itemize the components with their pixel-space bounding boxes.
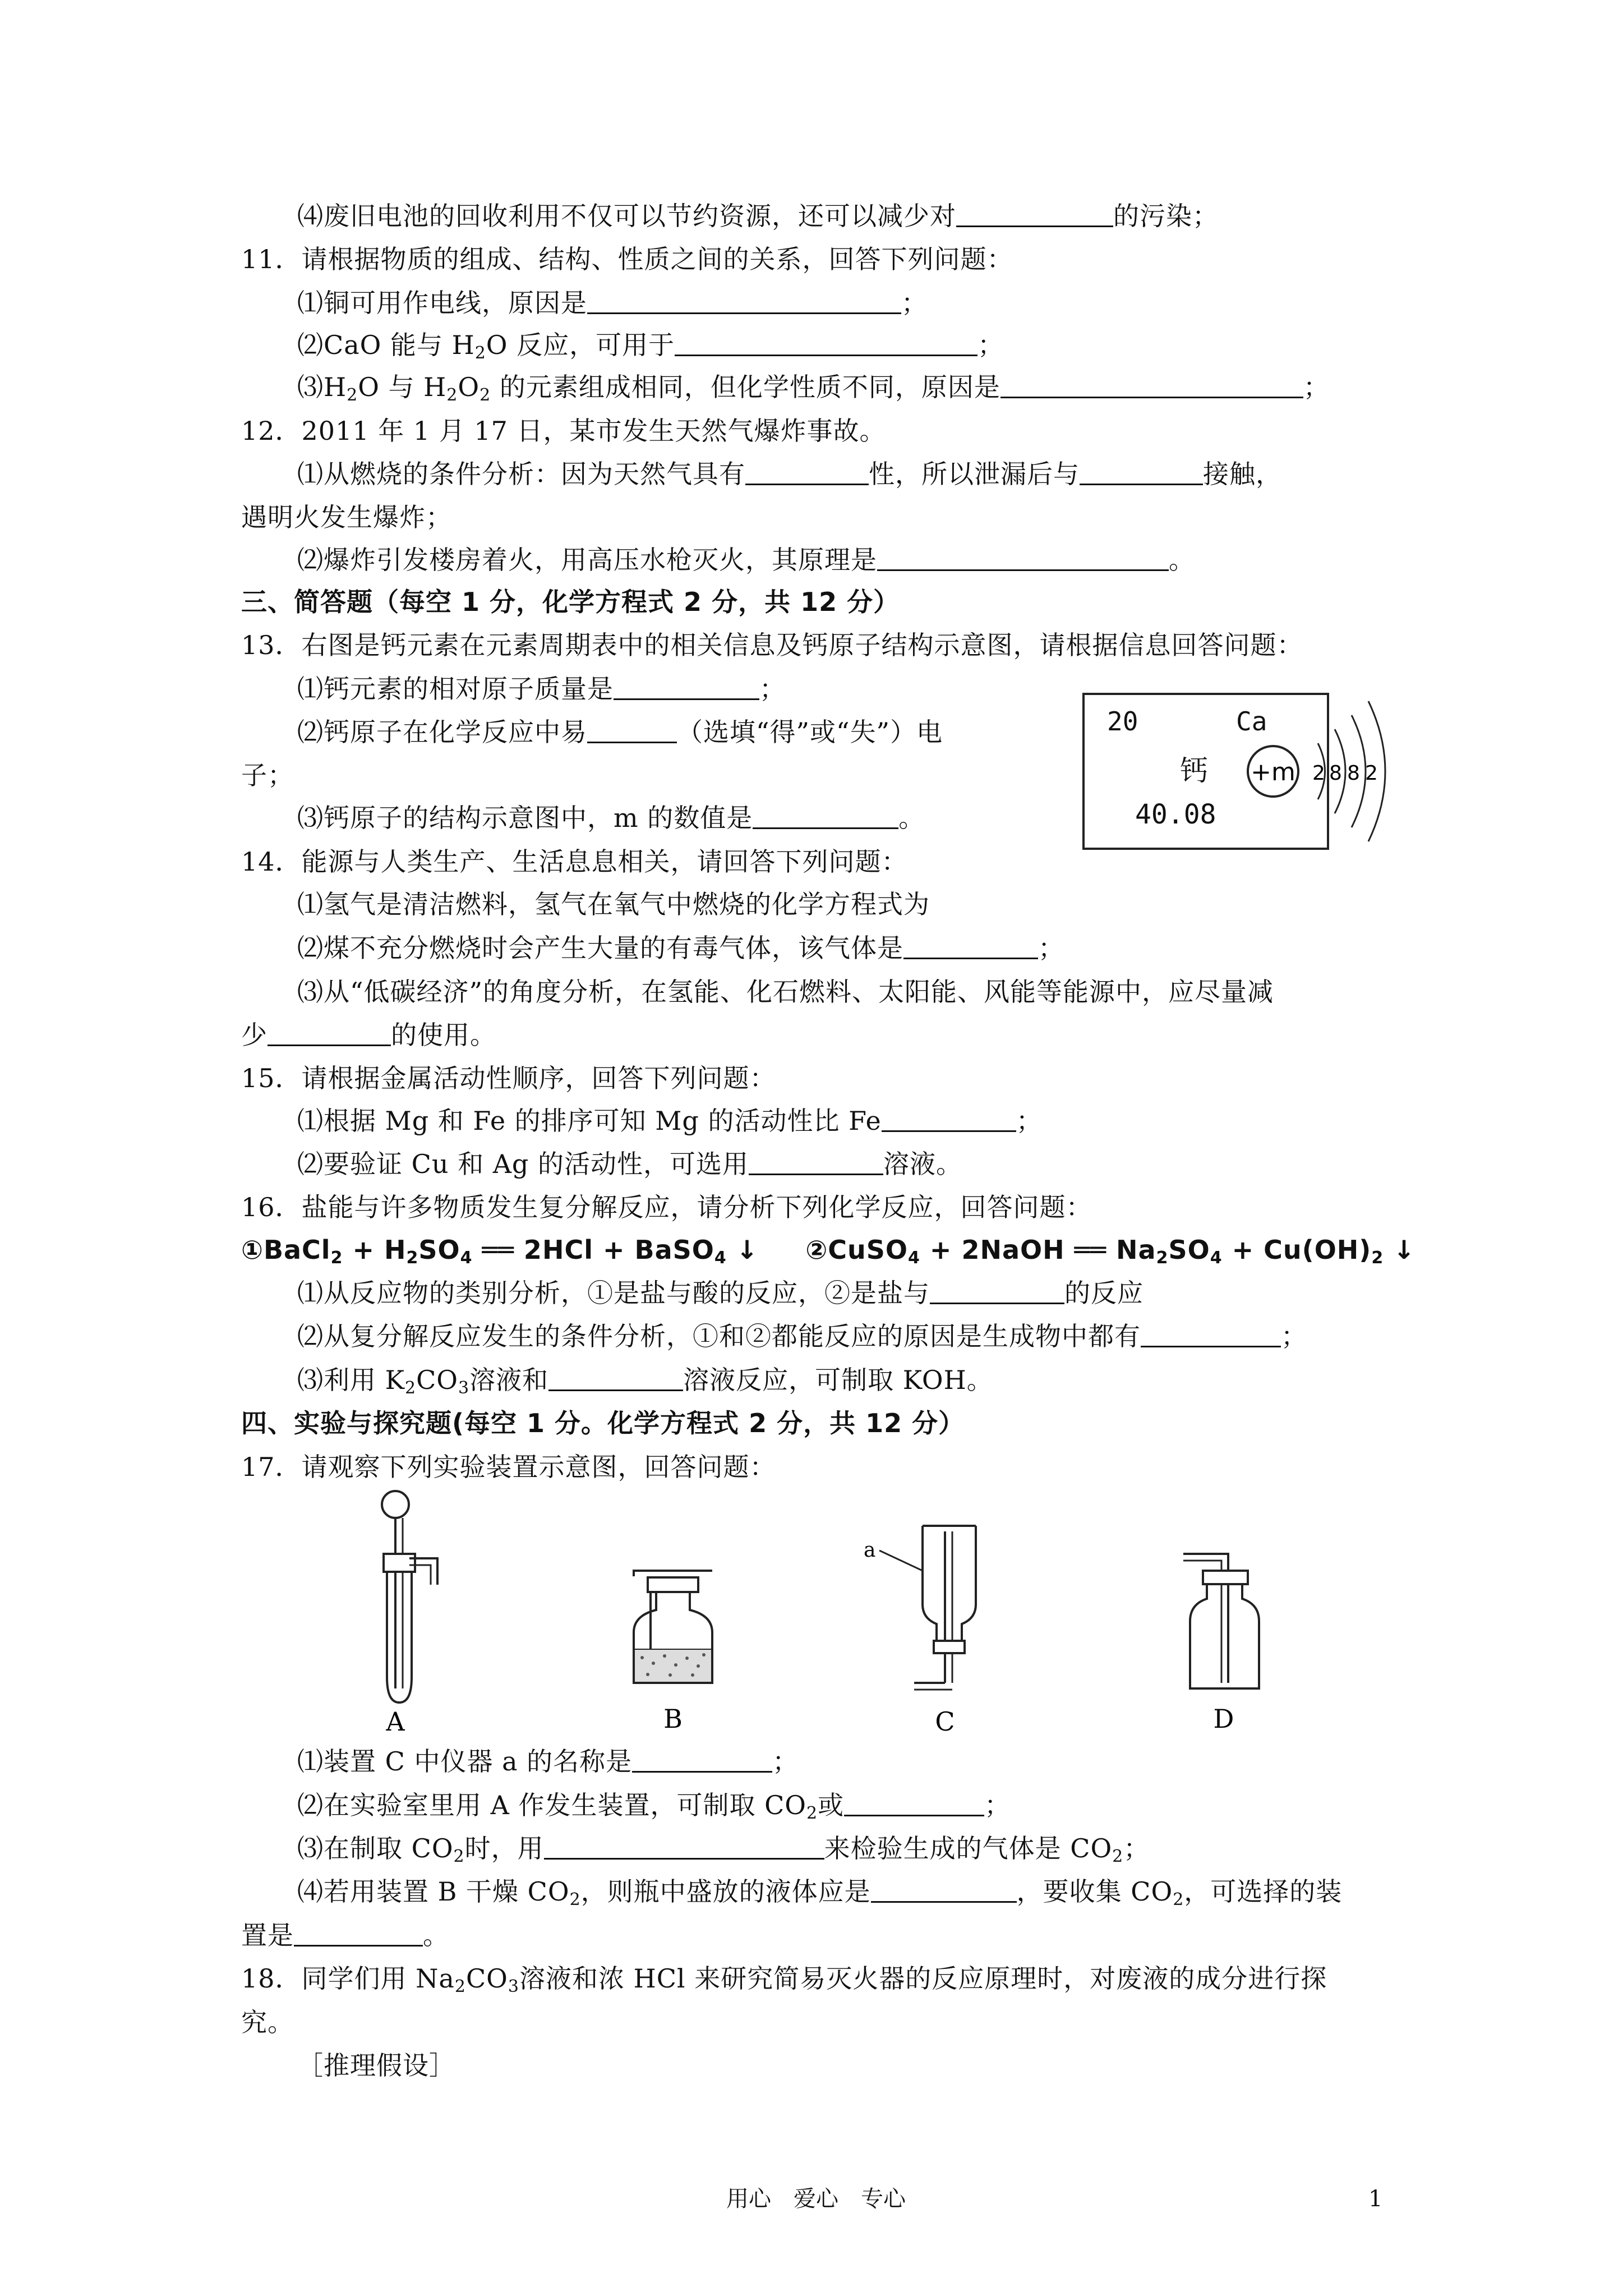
apparatus-d-gas-jar: [1172, 1543, 1273, 1733]
answer-blank[interactable]: [268, 1020, 391, 1046]
text-line: 置是 。: [241, 1920, 449, 1950]
apparatus-a-test-tube: [365, 1487, 454, 1733]
question-12: 12．2011 年 1 月 17 日，某市发生天然气爆炸事故。: [241, 416, 886, 446]
text-line: ⑵钙原子在化学反应中易 （选填“得”或“失”）电: [297, 717, 943, 747]
answer-blank[interactable]: [753, 803, 898, 829]
answer-blank[interactable]: [587, 717, 677, 743]
reaction-equations: ①BaCl$_2$ + $H_2SO_4$ ══ 2HCl + BaSO$_4$ ↓ ②CuSO$_4$ + 2NaOH ══ $Na_2SO_4 + Cu(OH)_2$ ↓: [241, 1235, 1415, 1268]
text-line: ⑴从反应物的类别分析，①是盐与酸的反应，②是盐与 的反应: [297, 1278, 1144, 1308]
text-line: ⑵煤不充分燃烧时会产生大量的有毒气体，该气体是 ；: [297, 933, 1064, 963]
text-line: ⑵CaO 能与 $H_2O$ 反应，可用于 ；: [297, 330, 1004, 363]
answer-blank[interactable]: [294, 1920, 423, 1947]
text-line: ⑶钙原子的结构示意图中，m 的数值是 。: [297, 803, 925, 833]
answer-blank[interactable]: [1141, 1321, 1281, 1347]
answer-blank[interactable]: [587, 288, 901, 314]
section-heading-3: 三、简答题（每空 1 分，化学方程式 2 分，共 12 分）: [241, 587, 900, 617]
label-b: B: [663, 1704, 683, 1733]
element-symbol: Ca: [1236, 706, 1267, 737]
answer-blank[interactable]: [749, 1149, 883, 1175]
section-heading-4: 四、实验与探究题(每空 1 分。化学方程式 2 分，共 12 分）: [241, 1408, 965, 1438]
text-line: ⑴氢气是清洁燃料，氢气在氧气中燃烧的化学方程式为: [297, 889, 930, 919]
answer-blank[interactable]: [614, 674, 759, 700]
question-11: 11．请根据物质的组成、结构、性质之间的关系，回答下列问题：: [241, 244, 1013, 274]
text-line: ⑷废旧电池的回收利用不仅可以节约资源，还可以减少对 的污染；: [297, 201, 1219, 231]
answer-blank[interactable]: [1080, 459, 1203, 485]
text-line: ⑶在制取 $CO_2$时，用 来检验生成的气体是 $CO_2$；: [297, 1833, 1150, 1866]
answer-blank[interactable]: [877, 545, 1169, 571]
text-line: ⑴从燃烧的条件分析：因为天然气具有 性，所以泄漏后与 接触，: [297, 459, 1282, 489]
text-line: ⑵要验证 Cu 和 Ag 的活动性，可选用 溶液。: [297, 1149, 962, 1179]
question-17: 17．请观察下列实验装置示意图，回答问题：: [241, 1452, 776, 1482]
text-line: ⑶从“低碳经济”的角度分析，在氢能、化石燃料、太阳能、风能等能源中，应尽量减: [297, 977, 1274, 1007]
text-line: 子；: [241, 760, 294, 790]
answer-blank[interactable]: [956, 201, 1113, 227]
nucleus-charge: +m: [1251, 758, 1295, 786]
answer-blank[interactable]: [871, 1876, 1017, 1903]
label-d: D: [1213, 1704, 1234, 1733]
text-line: ［推理假设］: [297, 2050, 455, 2081]
shell-electrons: 8: [1329, 762, 1342, 785]
text-line: ⑷若用装置 B 干燥 $CO_2$，则瓶中盛放的液体应是 ，要收集 $CO_2$，可选择的装: [297, 1876, 1343, 1910]
text-line: ⑴钙元素的相对原子质量是 ；: [297, 674, 786, 704]
answer-blank[interactable]: [544, 1833, 824, 1860]
apparatus-b-gas-washing-bottle: [617, 1565, 729, 1733]
text-line: 遇明火发生爆炸；: [241, 502, 452, 532]
text-line: ⑵从复分解反应发生的条件分析，①和②都能反应的原因是生成物中都有 ；: [297, 1321, 1307, 1351]
question-18: 18．同学们用 $Na_2CO_3$溶液和浓 HCl 来研究简易灭火器的反应原理时，对废液的成分进行探: [241, 1963, 1327, 1996]
atomic-mass: 40.08: [1135, 799, 1216, 830]
answer-blank[interactable]: [1000, 372, 1303, 398]
text-line: ⑴根据 Mg 和 Fe 的排序可知 Mg 的活动性比 Fe ；: [297, 1106, 1043, 1136]
text-line: $⑶H_2O$ 与 $H_2O_2$ 的元素组成相同，但化学性质不同，原因是 ；: [297, 372, 1330, 405]
atom-structure-diagram: [1234, 682, 1402, 861]
shell-electrons: 8: [1347, 762, 1360, 785]
answer-blank[interactable]: [632, 1746, 772, 1773]
shell-electrons: 2: [1312, 762, 1325, 785]
question-14: 14．能源与人类生产、生活息息相关，请回答下列问题：: [241, 846, 908, 877]
question-16: 16．盐能与许多物质发生复分解反应，请分析下列化学反应，回答问题：: [241, 1192, 1092, 1222]
part-a-label: a: [864, 1539, 876, 1562]
answer-blank[interactable]: [903, 933, 1038, 959]
answer-blank[interactable]: [844, 1790, 984, 1816]
answer-blank[interactable]: [882, 1106, 1016, 1132]
answer-blank[interactable]: [548, 1365, 683, 1391]
element-name: 钙: [1180, 754, 1208, 787]
text-line: 究。: [241, 2007, 294, 2037]
page-number: 1: [1368, 2186, 1383, 2212]
question-13: 13．右图是钙元素在元素周期表中的相关信息及钙原子结构示意图，请根据信息回答问题：: [241, 630, 1303, 660]
answer-blank[interactable]: [930, 1278, 1064, 1304]
atomic-number: 20: [1107, 706, 1138, 737]
shell-electrons: 2: [1365, 762, 1378, 785]
label-c: C: [935, 1706, 955, 1733]
answer-blank[interactable]: [675, 330, 978, 356]
text-line: ⑴铜可用作电线，原因是 ；: [297, 288, 928, 318]
label-a: A: [386, 1706, 405, 1733]
text-line: ⑶利用 $K_2CO_3$溶液和 溶液反应，可制取 KOH。: [297, 1365, 993, 1398]
text-line: ⑵爆炸引发楼房着火，用高压水枪灭火，其原理是 。: [297, 545, 1195, 575]
text-line: ⑵在实验室里用 A 作发生装置，可制取 $CO_2$或 ；: [297, 1790, 1011, 1823]
text-line: ⑴装置 C 中仪器 a 的名称是 ；: [297, 1746, 799, 1777]
answer-blank[interactable]: [745, 459, 869, 485]
footer-motto: 用心 爱心 专心: [726, 2186, 906, 2212]
apparatus-c-inverted-bottle: [858, 1515, 998, 1733]
text-line: 少 的使用。: [241, 1020, 496, 1050]
question-15: 15．请根据金属活动性顺序，回答下列问题：: [241, 1063, 776, 1093]
